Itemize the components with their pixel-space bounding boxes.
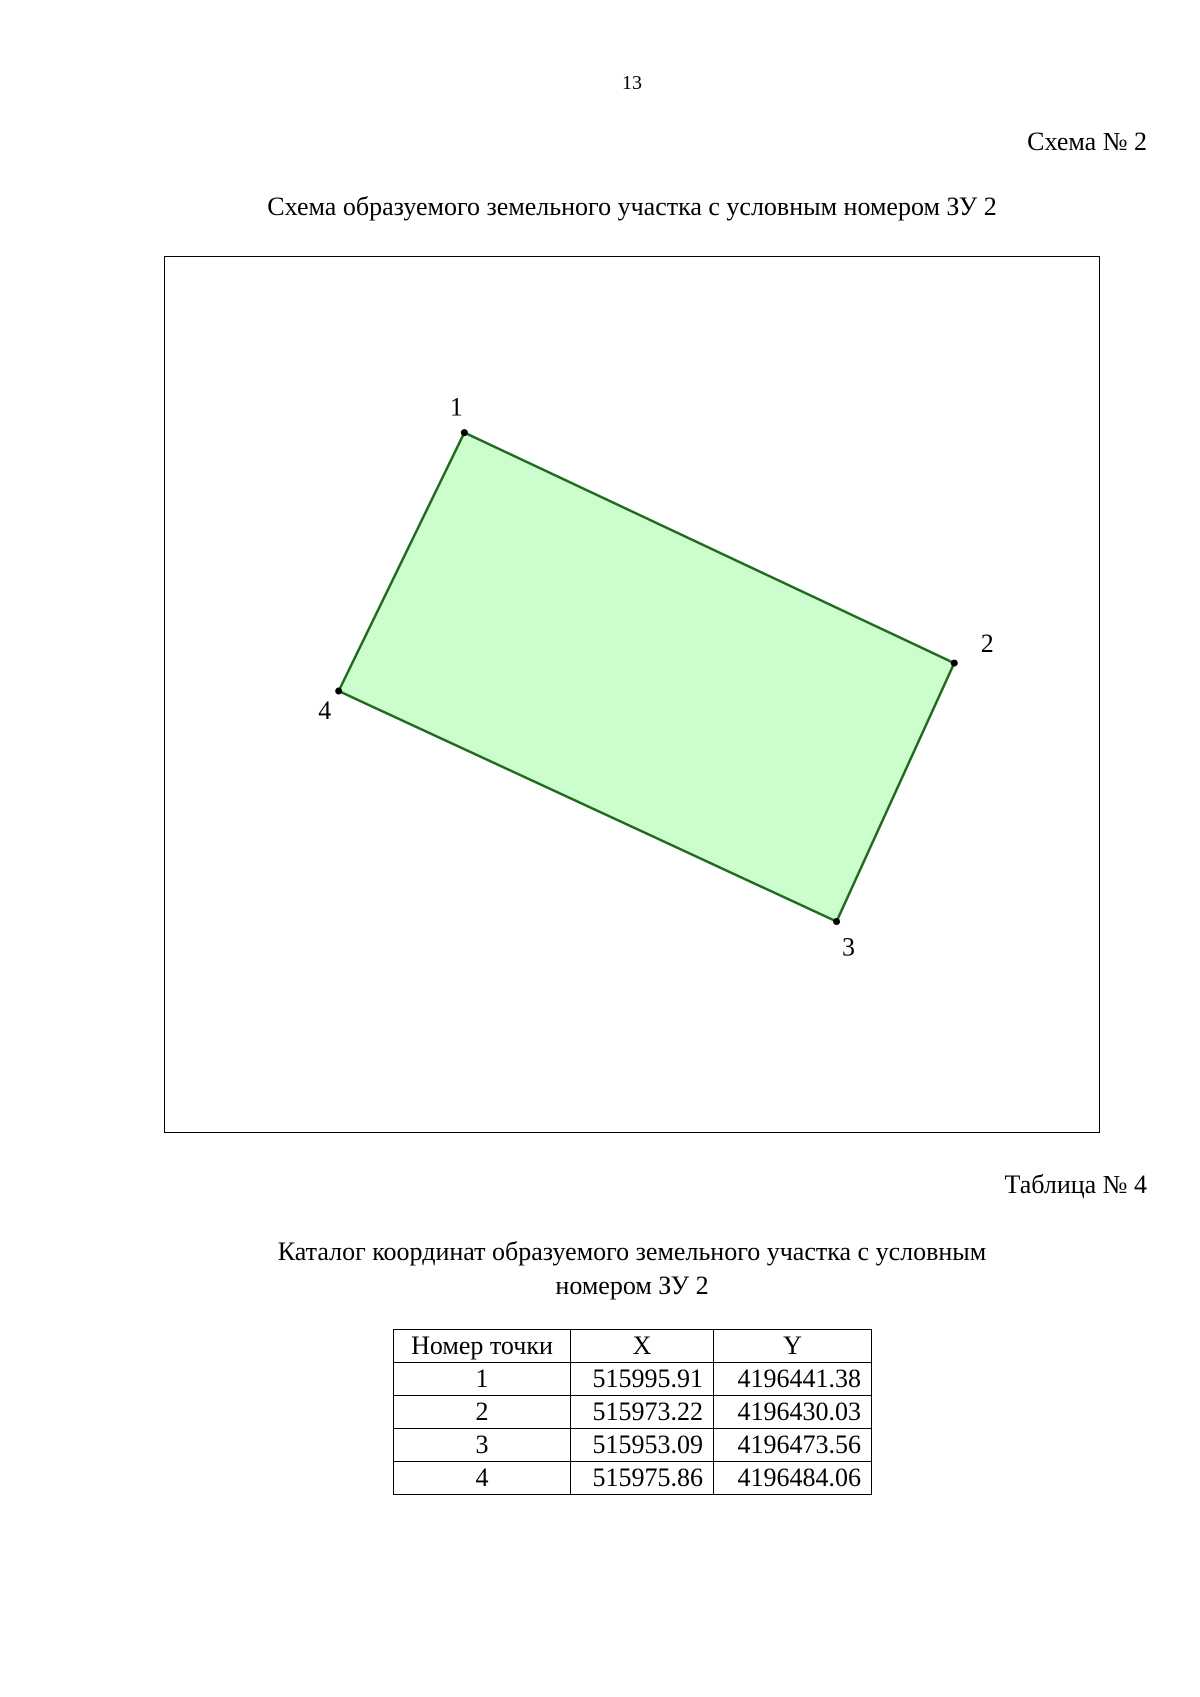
- table-row: [394, 1396, 872, 1429]
- table-row: [394, 1363, 872, 1396]
- coordinates-table: [393, 1329, 872, 1495]
- table-row: [394, 1429, 872, 1462]
- vertex-marker-3: [833, 918, 840, 925]
- table-title-line-1: Каталог координат образуемого земельного участка с условным: [277, 1237, 987, 1266]
- vertex-marker-4: [335, 688, 342, 695]
- vertex-label-1: 1: [449, 392, 463, 422]
- cell-point-number: 3: [394, 1429, 571, 1462]
- header-point-number: Номер точки: [394, 1330, 571, 1363]
- vertex-marker-2: [951, 660, 958, 667]
- cell-y: 4196484.06: [714, 1462, 872, 1495]
- cell-y: 4196441.38: [714, 1363, 872, 1396]
- vertex-marker-1: [461, 429, 468, 436]
- cell-point-number: 4: [394, 1462, 571, 1495]
- header-y: Y: [714, 1330, 872, 1363]
- cell-x: 515975.86: [571, 1462, 714, 1495]
- land-plot-drawing: [165, 257, 1099, 1132]
- vertex-label-3: 3: [842, 932, 855, 962]
- cell-y: 4196473.56: [714, 1429, 872, 1462]
- table-title: [0, 1235, 1200, 1303]
- cell-point-number: 2: [394, 1396, 571, 1429]
- table-title-line-2: номером ЗУ 2: [555, 1271, 709, 1300]
- table-number: Таблица № 4: [1004, 1170, 1147, 1199]
- cell-x: 515953.09: [571, 1429, 714, 1462]
- scheme-frame: [164, 256, 1100, 1133]
- vertex-label-4: 4: [318, 695, 332, 725]
- cell-x: 515973.22: [571, 1396, 714, 1429]
- table-header-row: [394, 1330, 872, 1363]
- cell-point-number: 1: [394, 1363, 571, 1396]
- cell-x: 515995.91: [571, 1363, 714, 1396]
- table-row: [394, 1462, 872, 1495]
- land-plot-polygon: [339, 433, 955, 922]
- cell-y: 4196430.03: [714, 1396, 872, 1429]
- scheme-title: Схема образуемого земельного участка с условным номером ЗУ 2: [267, 192, 997, 221]
- page-number: 13: [622, 72, 642, 94]
- header-x: X: [571, 1330, 714, 1363]
- scheme-number: Схема № 2: [1027, 127, 1147, 156]
- vertex-label-2: 2: [980, 629, 994, 659]
